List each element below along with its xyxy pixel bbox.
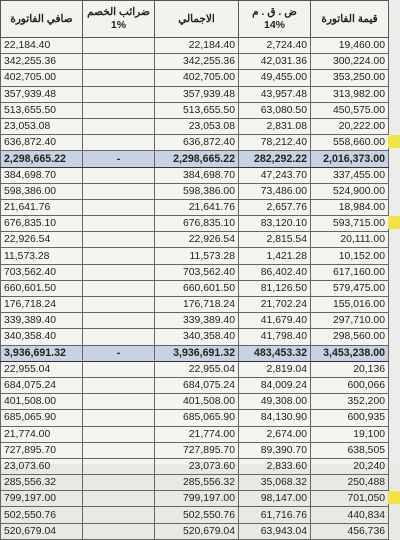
total-cell: 176,718.24 xyxy=(155,297,239,313)
total-cell: 598,386.00 xyxy=(155,183,239,199)
net-cell: 703,562.40 xyxy=(1,264,83,280)
invoice-cell: 20,240 xyxy=(311,458,389,474)
total-cell: 23,073.60 xyxy=(155,458,239,474)
invoice-cell: 353,250.00 xyxy=(311,70,389,86)
vat-cell: 47,243.70 xyxy=(239,167,311,183)
discount-cell xyxy=(83,102,155,118)
table-row xyxy=(1,86,389,102)
net-cell: 799,197.00 xyxy=(1,491,83,507)
invoice-cell: 450,575.00 xyxy=(311,102,389,118)
total-cell: 285,556.32 xyxy=(155,475,239,491)
invoice-cell: 20,111.00 xyxy=(311,232,389,248)
net-cell: 21,641.76 xyxy=(1,199,83,215)
discount-cell xyxy=(83,86,155,102)
total-cell: 2,298,665.22 xyxy=(155,151,239,167)
discount-cell xyxy=(83,232,155,248)
net-cell: 342,255.36 xyxy=(1,54,83,70)
invoice-cell: 19,100 xyxy=(311,426,389,442)
vat-cell: 41,798.40 xyxy=(239,329,311,345)
net-cell: 520,679.04 xyxy=(1,523,83,539)
vat-cell: 43,957.48 xyxy=(239,86,311,102)
discount-cell xyxy=(83,199,155,215)
invoice-cell: 617,160.00 xyxy=(311,264,389,280)
table-row xyxy=(1,458,389,474)
invoice-cell: 337,455.00 xyxy=(311,167,389,183)
invoice-cell: 20,136 xyxy=(311,361,389,377)
vat-cell: 61,716.76 xyxy=(239,507,311,523)
vat-cell: 2,657.76 xyxy=(239,199,311,215)
total-cell: 21,641.76 xyxy=(155,199,239,215)
total-cell: 660,601.50 xyxy=(155,280,239,296)
vat-cell: 78,212.40 xyxy=(239,135,311,151)
discount-cell xyxy=(83,313,155,329)
total-cell: 685,065.90 xyxy=(155,410,239,426)
total-cell: 342,255.36 xyxy=(155,54,239,70)
invoice-cell: 297,710.00 xyxy=(311,313,389,329)
total-cell: 502,550.76 xyxy=(155,507,239,523)
vat-cell: 483,453.32 xyxy=(239,345,311,361)
net-cell: 357,939.48 xyxy=(1,86,83,102)
total-cell: 636,872.40 xyxy=(155,135,239,151)
net-cell: 285,556.32 xyxy=(1,475,83,491)
net-cell: 339,389.40 xyxy=(1,313,83,329)
vat-cell: 83,120.10 xyxy=(239,216,311,232)
page-edge xyxy=(388,0,400,464)
invoice-cell: 298,560.00 xyxy=(311,329,389,345)
discount-cell xyxy=(83,442,155,458)
discount-cell xyxy=(83,394,155,410)
vat-cell: 42,031.36 xyxy=(239,54,311,70)
table-row xyxy=(1,167,389,183)
discount-cell xyxy=(83,135,155,151)
discount-cell xyxy=(83,54,155,70)
table-row xyxy=(1,135,389,151)
net-cell: 660,601.50 xyxy=(1,280,83,296)
vat-cell: 49,455.00 xyxy=(239,70,311,86)
vat-cell: 81,126.50 xyxy=(239,280,311,296)
net-cell: 22,184.40 xyxy=(1,38,83,54)
discount-cell xyxy=(83,297,155,313)
total-cell: 22,926.54 xyxy=(155,232,239,248)
vat-cell: 41,679.40 xyxy=(239,313,311,329)
total-cell: 799,197.00 xyxy=(155,491,239,507)
invoice-cell: 300,224.00 xyxy=(311,54,389,70)
net-cell: 684,075.24 xyxy=(1,377,83,393)
table-row xyxy=(1,426,389,442)
invoice-cell: 2,016,373.00 xyxy=(311,151,389,167)
table-row xyxy=(1,297,389,313)
vat-cell: 2,833.60 xyxy=(239,458,311,474)
vat-cell: 35,068.32 xyxy=(239,475,311,491)
table-row xyxy=(1,118,389,134)
table-body xyxy=(1,38,389,540)
invoice-cell: 558,660.00 xyxy=(311,135,389,151)
net-cell: 2,298,665.22 xyxy=(1,151,83,167)
table-row xyxy=(1,491,389,507)
highlight-marker xyxy=(388,135,400,148)
net-cell: 176,718.24 xyxy=(1,297,83,313)
total-cell: 339,389.40 xyxy=(155,313,239,329)
table-row xyxy=(1,361,389,377)
invoice-cell: 19,460.00 xyxy=(311,38,389,54)
table-row xyxy=(1,313,389,329)
invoice-cell: 440,834 xyxy=(311,507,389,523)
invoice-cell: 600,935 xyxy=(311,410,389,426)
invoice-cell: 18,984.00 xyxy=(311,199,389,215)
vat-cell: 84,130.90 xyxy=(239,410,311,426)
vat-cell: 2,831.08 xyxy=(239,118,311,134)
total-cell: 340,358.40 xyxy=(155,329,239,345)
total-cell: 11,573.28 xyxy=(155,248,239,264)
discount-cell xyxy=(83,38,155,54)
net-cell: 676,835.10 xyxy=(1,216,83,232)
discount-cell xyxy=(83,377,155,393)
discount-cell xyxy=(83,167,155,183)
table-row xyxy=(1,329,389,345)
vat-cell: 89,390.70 xyxy=(239,442,311,458)
net-cell: 685,065.90 xyxy=(1,410,83,426)
header-total: الاجمالي xyxy=(155,1,239,38)
discount-cell xyxy=(83,70,155,86)
vat-cell: 2,724.40 xyxy=(239,38,311,54)
total-cell: 727,895.70 xyxy=(155,442,239,458)
invoice-cell: 352,200 xyxy=(311,394,389,410)
discount-cell xyxy=(83,475,155,491)
invoice-cell: 600,066 xyxy=(311,377,389,393)
vat-cell: 63,943.04 xyxy=(239,523,311,539)
discount-cell xyxy=(83,118,155,134)
table-row xyxy=(1,54,389,70)
discount-cell xyxy=(83,248,155,264)
total-cell: 513,655.50 xyxy=(155,102,239,118)
discount-cell xyxy=(83,183,155,199)
net-cell: 21,774.00 xyxy=(1,426,83,442)
net-cell: 22,955.04 xyxy=(1,361,83,377)
vat-cell: 63,080.50 xyxy=(239,102,311,118)
vat-cell: 98,147.00 xyxy=(239,491,311,507)
discount-cell xyxy=(83,426,155,442)
table-row xyxy=(1,377,389,393)
total-cell: 384,698.70 xyxy=(155,167,239,183)
discount-cell xyxy=(83,329,155,345)
subtotal-row xyxy=(1,151,389,167)
invoice-cell: 593,715.00 xyxy=(311,216,389,232)
vat-cell: 1,421.28 xyxy=(239,248,311,264)
table-row xyxy=(1,248,389,264)
header-row xyxy=(1,1,389,38)
header-net: صافي الفاتورة xyxy=(1,1,83,38)
table-row xyxy=(1,442,389,458)
subtotal-row xyxy=(1,345,389,361)
invoice-cell: 10,152.00 xyxy=(311,248,389,264)
vat-cell: 49,308.00 xyxy=(239,394,311,410)
discount-cell xyxy=(83,361,155,377)
invoice-cell: 250,488 xyxy=(311,475,389,491)
total-cell: 402,705.00 xyxy=(155,70,239,86)
table-row xyxy=(1,70,389,86)
table-row xyxy=(1,38,389,54)
total-cell: 357,939.48 xyxy=(155,86,239,102)
table-row xyxy=(1,507,389,523)
invoice-cell: 456,736 xyxy=(311,523,389,539)
vat-cell: 2,815.54 xyxy=(239,232,311,248)
discount-cell xyxy=(83,523,155,539)
header-discount: ضرائب الخصم 1% xyxy=(83,1,155,38)
total-cell: 401,508.00 xyxy=(155,394,239,410)
discount-cell xyxy=(83,458,155,474)
table-row xyxy=(1,199,389,215)
net-cell: 23,053.08 xyxy=(1,118,83,134)
net-cell: 636,872.40 xyxy=(1,135,83,151)
vat-cell: 2,819.04 xyxy=(239,361,311,377)
invoice-cell: 701,050 xyxy=(311,491,389,507)
net-cell: 598,386.00 xyxy=(1,183,83,199)
invoice-cell: 638,505 xyxy=(311,442,389,458)
discount-cell xyxy=(83,216,155,232)
header-invoice: قيمة الفاتورة xyxy=(311,1,389,38)
vat-cell: 86,402.40 xyxy=(239,264,311,280)
net-cell: 340,358.40 xyxy=(1,329,83,345)
table-row xyxy=(1,394,389,410)
net-cell: 22,926.54 xyxy=(1,232,83,248)
invoice-cell: 20,222.00 xyxy=(311,118,389,134)
discount-cell xyxy=(83,264,155,280)
invoice-cell: 155,016.00 xyxy=(311,297,389,313)
invoice-cell: 313,982.00 xyxy=(311,86,389,102)
total-cell: 520,679.04 xyxy=(155,523,239,539)
total-cell: 21,774.00 xyxy=(155,426,239,442)
vat-cell: 21,702.24 xyxy=(239,297,311,313)
net-cell: 23,073.60 xyxy=(1,458,83,474)
invoice-cell: 524,900.00 xyxy=(311,183,389,199)
discount-cell xyxy=(83,410,155,426)
total-cell: 684,075.24 xyxy=(155,377,239,393)
header-vat: ض . ق . م 14% xyxy=(239,1,311,38)
total-cell: 3,936,691.32 xyxy=(155,345,239,361)
table-row xyxy=(1,280,389,296)
net-cell: 401,508.00 xyxy=(1,394,83,410)
net-cell: 727,895.70 xyxy=(1,442,83,458)
net-cell: 502,550.76 xyxy=(1,507,83,523)
discount-cell xyxy=(83,507,155,523)
total-cell: 22,955.04 xyxy=(155,361,239,377)
invoice-cell: 3,453,238.00 xyxy=(311,345,389,361)
vat-cell: 73,486.00 xyxy=(239,183,311,199)
vat-cell: 282,292.22 xyxy=(239,151,311,167)
table-row xyxy=(1,216,389,232)
vat-cell: 84,009.24 xyxy=(239,377,311,393)
vat-cell: 2,674.00 xyxy=(239,426,311,442)
highlight-marker xyxy=(388,491,400,504)
table-row xyxy=(1,264,389,280)
discount-cell: - xyxy=(83,345,155,361)
net-cell: 402,705.00 xyxy=(1,70,83,86)
discount-cell xyxy=(83,491,155,507)
invoice-cell: 579,475.00 xyxy=(311,280,389,296)
table-row xyxy=(1,523,389,539)
net-cell: 3,936,691.32 xyxy=(1,345,83,361)
net-cell: 513,655.50 xyxy=(1,102,83,118)
net-cell: 384,698.70 xyxy=(1,167,83,183)
discount-cell xyxy=(83,280,155,296)
total-cell: 703,562.40 xyxy=(155,264,239,280)
table-row xyxy=(1,410,389,426)
table-row xyxy=(1,183,389,199)
net-cell: 11,573.28 xyxy=(1,248,83,264)
discount-cell: - xyxy=(83,151,155,167)
table-row xyxy=(1,475,389,491)
total-cell: 676,835.10 xyxy=(155,216,239,232)
highlight-marker xyxy=(388,216,400,229)
table-row xyxy=(1,232,389,248)
total-cell: 22,184.40 xyxy=(155,38,239,54)
total-cell: 23,053.08 xyxy=(155,118,239,134)
table-row xyxy=(1,102,389,118)
